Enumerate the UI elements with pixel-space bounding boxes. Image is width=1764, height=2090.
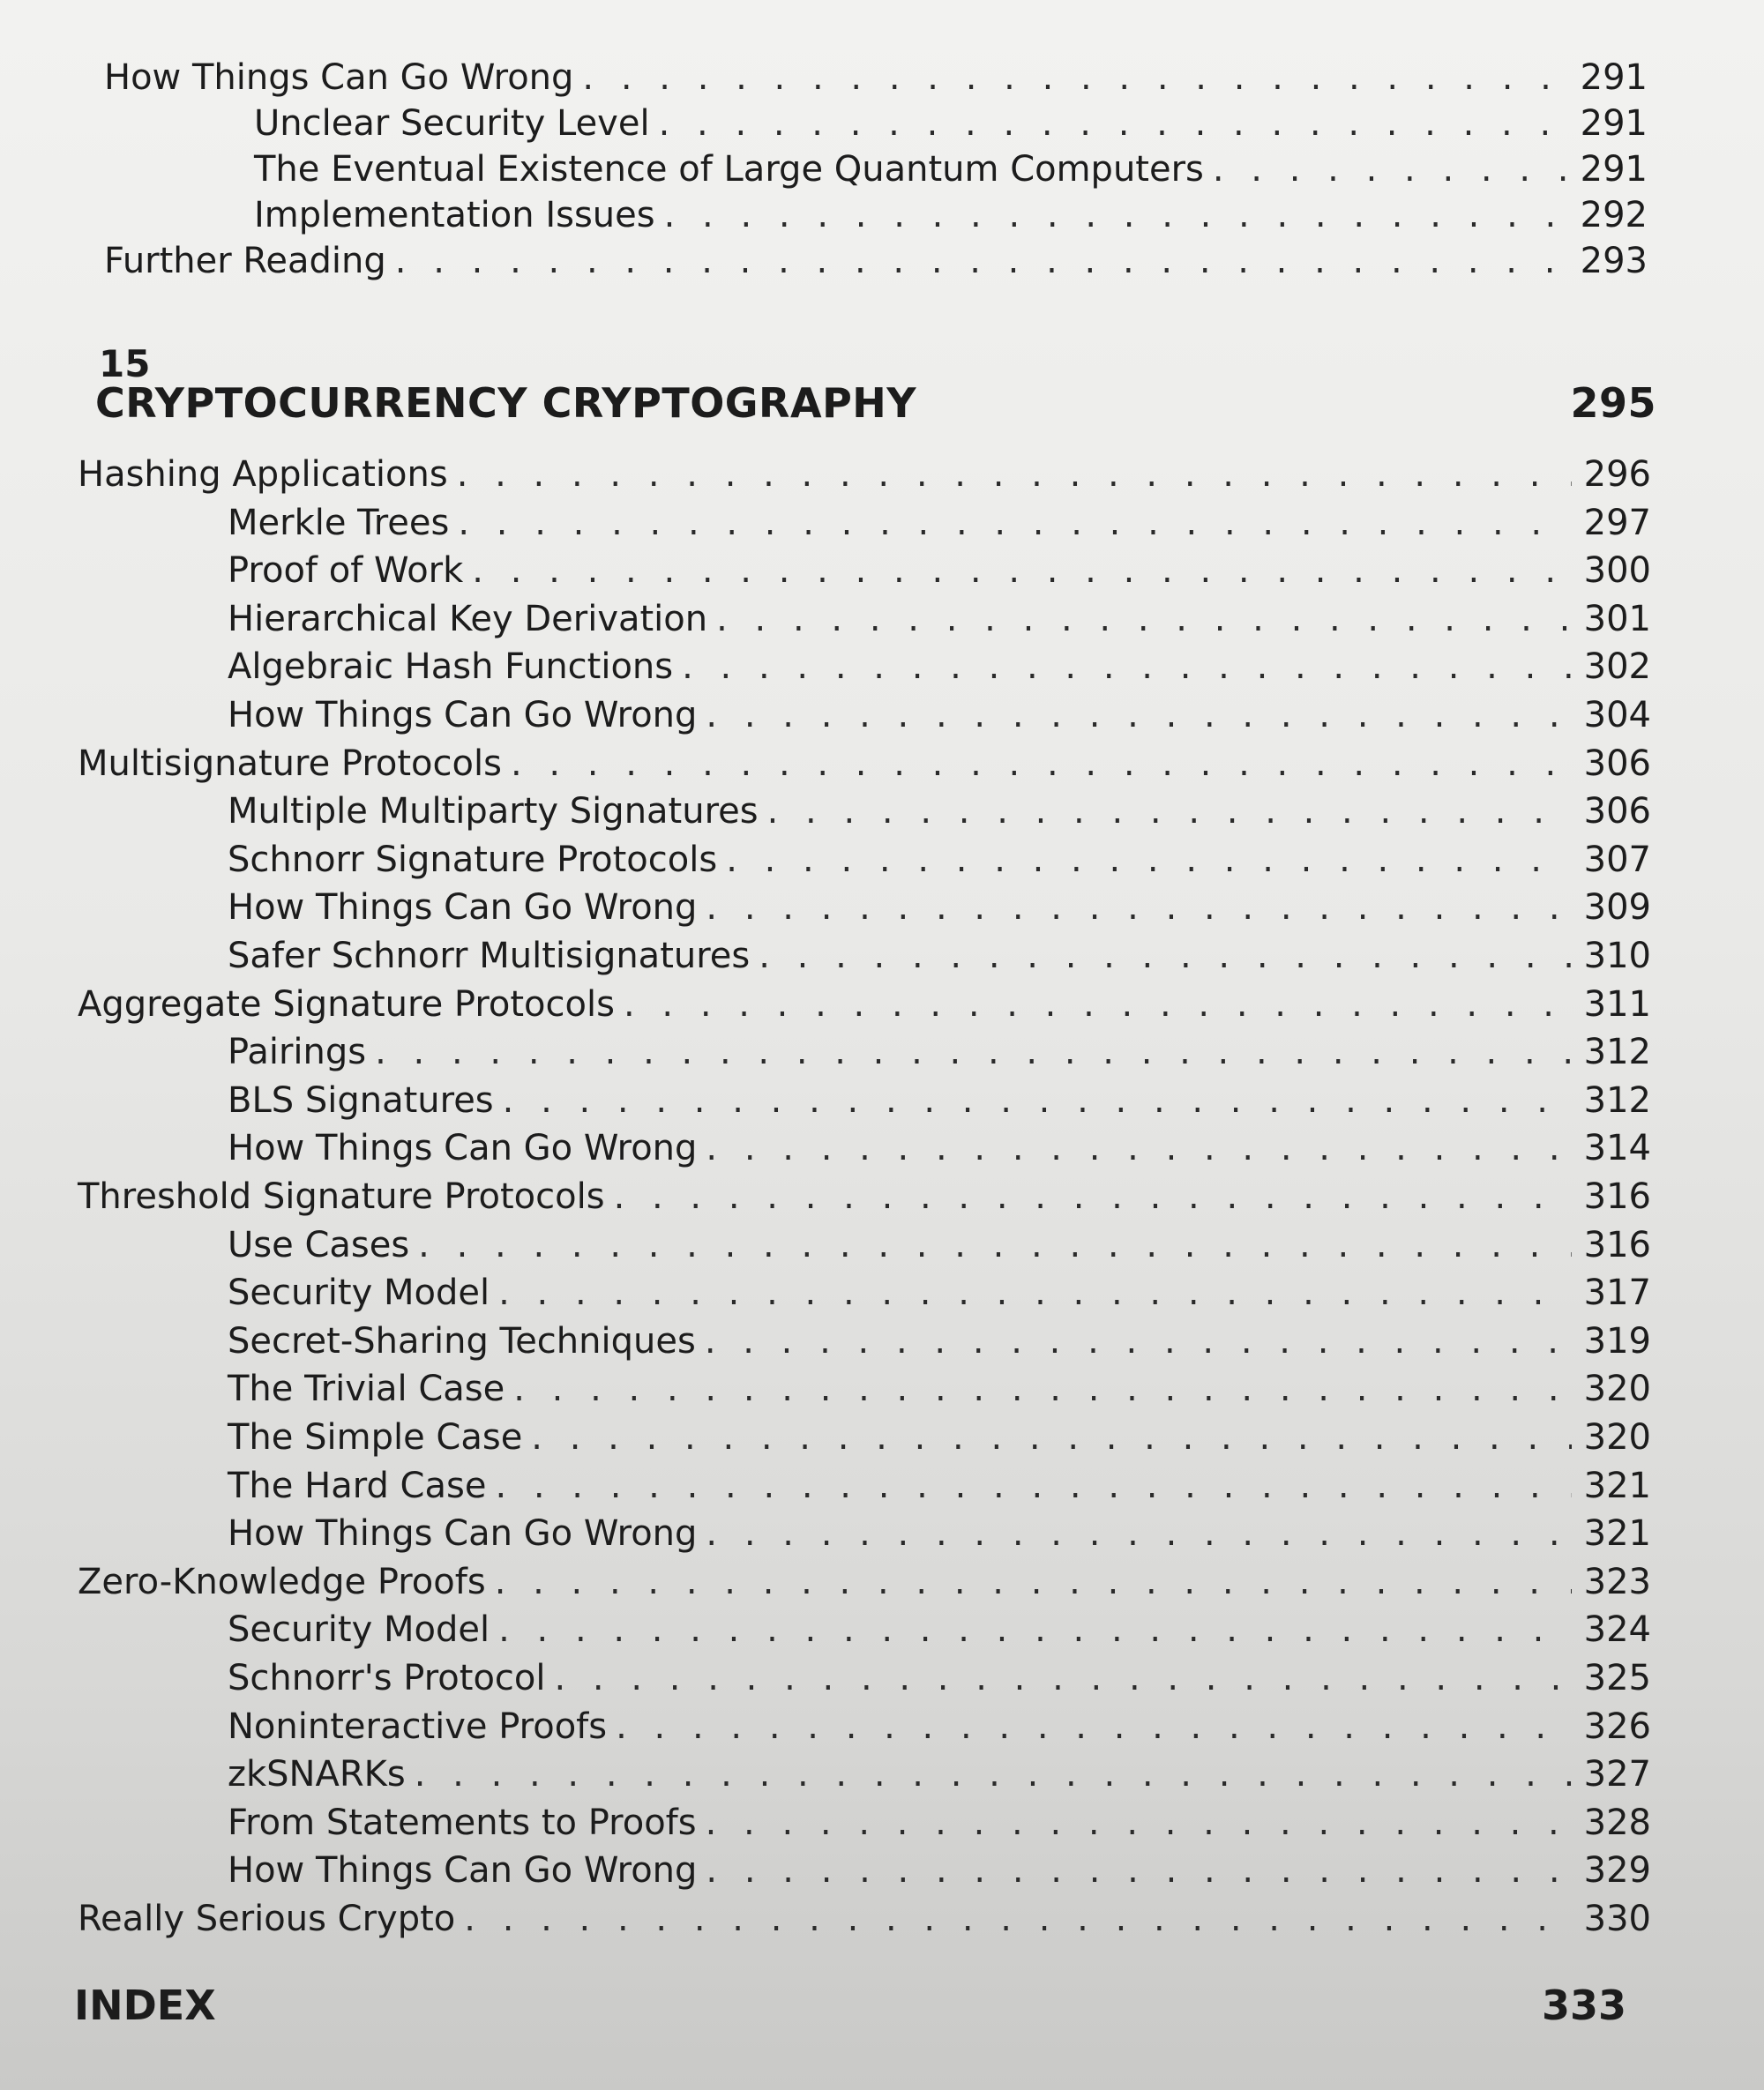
dot-leader <box>495 1559 1572 1605</box>
toc-entry-page-number: 311 <box>1583 983 1651 1025</box>
dot-leader <box>1213 146 1568 192</box>
dot-leader <box>511 741 1572 787</box>
toc-entry-title: Pairings <box>228 1032 367 1073</box>
dot-leader <box>464 1896 1572 1942</box>
dot-leader <box>726 837 1572 883</box>
dot-leader <box>395 238 1568 284</box>
toc-entry-page-number: 312 <box>1583 1079 1651 1121</box>
toc-entry-page-number: 302 <box>1583 646 1651 688</box>
dot-leader <box>706 1847 1572 1893</box>
toc-entry-title: Hierarchical Key Derivation <box>228 598 708 639</box>
toc-entry-page-number: 324 <box>1583 1609 1651 1651</box>
toc-entry-title: Noninteractive Proofs <box>228 1706 608 1747</box>
toc-entry <box>228 837 1651 883</box>
toc-entry-title: Aggregate Signature Protocols <box>78 983 615 1025</box>
toc-entry-page-number: 291 <box>1580 57 1648 98</box>
toc-entry-title: How Things Can Go Wrong <box>228 695 698 735</box>
toc-entry <box>228 692 1651 738</box>
chapter-number: 15 <box>99 342 151 385</box>
toc-entry-page-number: 316 <box>1583 1176 1651 1217</box>
toc-entry <box>228 1847 1651 1893</box>
toc-entry <box>228 1414 1651 1460</box>
toc-entry <box>228 1318 1651 1364</box>
toc-entry-page-number: 323 <box>1583 1561 1651 1602</box>
toc-entry-page-number: 321 <box>1583 1513 1651 1555</box>
dot-leader <box>498 1607 1572 1653</box>
toc-entry-title: Safer Schnorr Multisignatures <box>228 936 751 976</box>
toc-entry-page-number: 327 <box>1583 1754 1651 1795</box>
toc-entry-page-number: 301 <box>1583 598 1651 639</box>
dot-leader <box>555 1655 1573 1701</box>
index-page-number: 333 <box>1541 1982 1626 2029</box>
toc-entry <box>254 146 1648 192</box>
dot-leader <box>458 500 1572 546</box>
toc-entry-title: Use Cases <box>228 1224 410 1265</box>
toc-entry-title: Merkle Trees <box>228 502 450 543</box>
dot-leader <box>375 1029 1572 1075</box>
toc-entry-title: Unclear Security Level <box>254 103 650 144</box>
toc-entry-title: Security Model <box>228 1609 490 1651</box>
toc-entry-title: Further Reading <box>104 241 386 281</box>
toc-entry-title: The Eventual Existence of Large Quantum Computers <box>254 149 1204 190</box>
toc-entry-title: Schnorr's Protocol <box>228 1658 546 1698</box>
dot-leader <box>767 788 1572 834</box>
toc-entry-page-number: 310 <box>1583 936 1651 976</box>
toc-entry-page-number: 317 <box>1583 1273 1651 1314</box>
toc-entry-title: How Things Can Go Wrong <box>228 1128 698 1169</box>
toc-entry-page-number: 320 <box>1583 1417 1651 1458</box>
toc-entry <box>228 548 1651 593</box>
toc-entry-title: Schnorr Signature Protocols <box>228 839 718 880</box>
toc-entry-page-number: 321 <box>1583 1465 1651 1506</box>
dot-leader <box>706 1800 1572 1846</box>
toc-entry-page-number: 306 <box>1583 791 1651 832</box>
toc-entry <box>228 1704 1651 1750</box>
toc-entry-page-number: 309 <box>1583 887 1651 929</box>
toc-entry-title: Really Serious Crypto <box>78 1899 456 1939</box>
dot-leader <box>418 1222 1572 1268</box>
toc-entry <box>228 1078 1651 1123</box>
toc-entry-page-number: 314 <box>1583 1128 1651 1169</box>
toc-entry-page-number: 325 <box>1583 1658 1651 1698</box>
toc-entry-title: How Things Can Go Wrong <box>228 1513 698 1555</box>
toc-entry-title: Implementation Issues <box>254 195 655 235</box>
toc-entry-title: Security Model <box>228 1273 490 1314</box>
toc-entry-page-number: 306 <box>1583 743 1651 784</box>
dot-leader <box>616 1704 1572 1750</box>
toc-entry <box>228 1270 1651 1316</box>
toc-entry <box>104 238 1648 284</box>
toc-entry-title: Hashing Applications <box>78 454 448 495</box>
toc-entry-title: Multiple Multiparty Signatures <box>228 791 759 832</box>
toc-entry <box>78 452 1651 497</box>
dot-leader <box>498 1270 1572 1316</box>
dot-leader <box>472 548 1572 593</box>
toc-entry <box>228 1366 1651 1412</box>
toc-entry-page-number: 307 <box>1583 839 1651 880</box>
toc-entry-page-number: 293 <box>1580 241 1648 281</box>
chapter-title: CRYPTOCURRENCY CRYPTOGRAPHY <box>95 379 917 427</box>
dot-leader <box>624 982 1572 1027</box>
toc-entry-title: From Statements to Proofs <box>228 1802 697 1843</box>
toc-entry-title: The Simple Case <box>228 1417 523 1458</box>
toc-entry <box>254 192 1648 238</box>
toc-entry <box>228 1607 1651 1653</box>
chapter-page-number: 295 <box>1570 379 1656 427</box>
dot-leader <box>415 1751 1572 1797</box>
toc-entry-title: Threshold Signature Protocols <box>78 1176 605 1217</box>
toc-entry-page-number: 329 <box>1583 1850 1651 1892</box>
toc-entry <box>78 982 1651 1027</box>
dot-leader <box>495 1463 1572 1509</box>
dot-leader <box>659 101 1568 146</box>
toc-entry <box>228 788 1651 834</box>
toc-entry-page-number: 292 <box>1580 195 1648 235</box>
toc-entry <box>228 596 1651 642</box>
toc-entry-page-number: 316 <box>1583 1224 1651 1265</box>
toc-entry <box>228 933 1651 979</box>
toc-entry-title: zkSNARKs <box>228 1754 406 1795</box>
toc-entry-page-number: 304 <box>1583 695 1651 735</box>
dot-leader <box>705 1318 1572 1364</box>
dot-leader <box>614 1174 1572 1220</box>
toc-entry <box>228 1463 1651 1509</box>
toc-entry-page-number: 300 <box>1583 550 1651 592</box>
dot-leader <box>716 596 1572 642</box>
index-entry <box>74 1980 1626 2031</box>
dot-leader <box>457 452 1572 497</box>
dot-leader <box>582 55 1568 101</box>
dot-leader <box>664 192 1568 238</box>
toc-entry <box>228 1125 1651 1171</box>
toc-entry-page-number: 320 <box>1583 1369 1651 1410</box>
dot-leader <box>682 644 1572 690</box>
toc-entry-page-number: 312 <box>1583 1032 1651 1073</box>
toc-entry-title: Algebraic Hash Functions <box>228 646 674 688</box>
toc-entry <box>228 644 1651 690</box>
chapter-heading <box>95 377 1656 429</box>
toc-entry-page-number: 291 <box>1580 103 1648 144</box>
toc-entry <box>78 1174 1651 1220</box>
toc-entry-title: How Things Can Go Wrong <box>228 887 698 929</box>
dot-leader <box>706 1125 1572 1171</box>
toc-entry-page-number: 319 <box>1583 1320 1651 1362</box>
toc-entry-page-number: 296 <box>1583 454 1651 495</box>
toc-entry-title: Zero-Knowledge Proofs <box>78 1561 486 1602</box>
toc-entry-title: The Trivial Case <box>228 1369 505 1410</box>
toc-entry-page-number: 291 <box>1580 149 1648 190</box>
toc-entry-title: How Things Can Go Wrong <box>104 57 574 98</box>
dot-leader <box>706 885 1572 930</box>
toc-entry <box>228 1800 1651 1846</box>
toc-entry-title: How Things Can Go Wrong <box>228 1850 698 1892</box>
toc-entry-title: Secret-Sharing Techniques <box>228 1320 696 1362</box>
dot-leader <box>759 933 1572 979</box>
index-label: INDEX <box>74 1982 216 2029</box>
dot-leader <box>706 692 1572 738</box>
dot-leader <box>531 1414 1572 1460</box>
dot-leader <box>503 1078 1572 1123</box>
toc-entry-title: The Hard Case <box>228 1465 487 1506</box>
toc-entry <box>228 1511 1651 1556</box>
toc-entry <box>228 500 1651 546</box>
toc-entry <box>228 885 1651 930</box>
toc-entry-title: Proof of Work <box>228 550 464 592</box>
toc-entry <box>228 1029 1651 1075</box>
toc-entry <box>78 1896 1651 1942</box>
toc-entry <box>104 55 1648 101</box>
toc-entry-page-number: 328 <box>1583 1802 1651 1843</box>
toc-entry-page-number: 330 <box>1583 1899 1651 1939</box>
toc-entry <box>78 1559 1651 1605</box>
toc-entry-title: BLS Signatures <box>228 1079 494 1121</box>
toc-entry <box>228 1655 1651 1701</box>
dot-leader <box>706 1511 1572 1556</box>
toc-entry <box>228 1751 1651 1797</box>
toc-entry <box>254 101 1648 146</box>
toc-entry-page-number: 297 <box>1583 502 1651 543</box>
toc-entry <box>78 741 1651 787</box>
dot-leader <box>513 1366 1572 1412</box>
toc-entry <box>228 1222 1651 1268</box>
toc-entry-page-number: 326 <box>1583 1706 1651 1747</box>
toc-entry-title: Multisignature Protocols <box>78 743 502 784</box>
